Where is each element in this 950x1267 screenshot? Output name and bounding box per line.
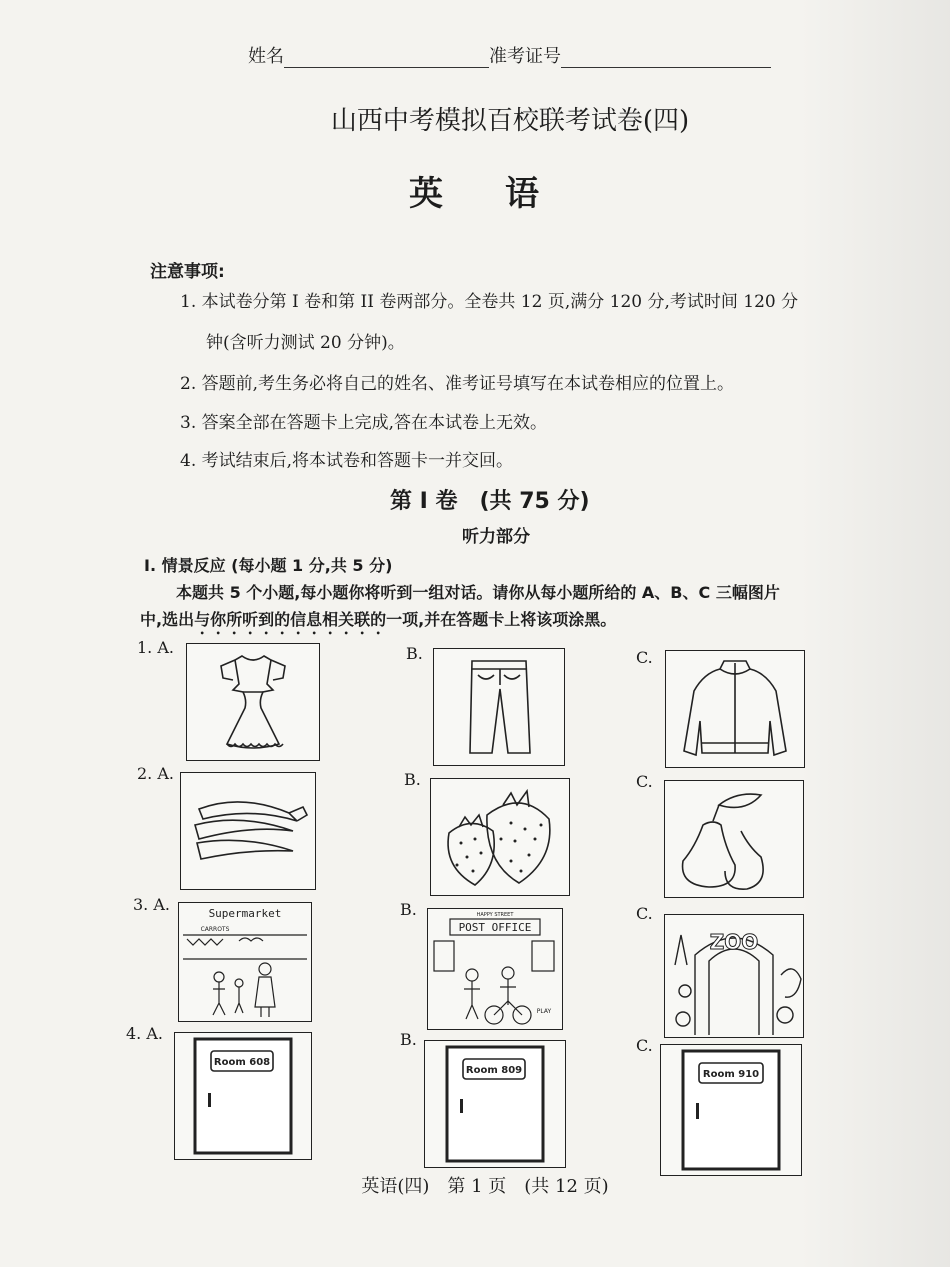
bananas-icon <box>181 773 315 889</box>
candidate-info-line <box>248 42 771 68</box>
option-4c-picture[interactable] <box>660 1044 802 1176</box>
notice-item-2: 2. 答题前,考生务必将自己的姓名、准考证号填写在本试卷相应的位置上。 <box>180 374 735 394</box>
happy-street-sign: HAPPY STREET <box>476 912 514 918</box>
supermarket-sign: Supermarket <box>208 907 282 920</box>
section-heading: I. 情景反应 (每小题 1 分,共 5 分) <box>144 556 393 575</box>
notice-heading: 注意事项: <box>150 262 225 282</box>
dress-icon <box>187 644 319 760</box>
question-2-option-b: B. <box>404 770 421 789</box>
option-3a-picture[interactable] <box>178 902 312 1022</box>
pears-icon <box>665 781 803 897</box>
page-footer: 英语(四) 第 1 页 (共 12 页) <box>361 1176 609 1197</box>
option-2a-picture[interactable] <box>180 772 316 890</box>
name-label: 姓名 <box>248 46 284 67</box>
notice-item-4: 4. 考试结束后,将本试卷和答题卡一并交回。 <box>180 451 514 471</box>
door-icon <box>661 1045 801 1175</box>
play-sign: PLAY <box>536 1008 552 1015</box>
option-3c-picture[interactable] <box>664 914 804 1038</box>
instruction-line-1: 本题共 5 个小题,每小题你将听到一组对话。请你从每小题所给的 A、B、C 三幅图片 <box>176 583 780 602</box>
listening-subtitle: 听力部分 <box>462 527 530 547</box>
room-number-a: Room 608 <box>213 1057 271 1068</box>
question-1-label: 1. A. <box>137 638 174 657</box>
notice-item-3: 3. 答案全部在答题卡上完成,答在本试卷上无效。 <box>180 413 548 433</box>
question-1-option-b: B. <box>406 644 423 663</box>
question-3-label: 3. A. <box>133 895 170 914</box>
jacket-icon <box>666 651 804 767</box>
option-3b-picture[interactable] <box>427 908 563 1030</box>
option-1c-picture[interactable] <box>665 650 805 768</box>
subject-title: 英语 <box>409 174 601 214</box>
option-1a-picture[interactable] <box>186 643 320 761</box>
trousers-icon <box>434 649 564 765</box>
option-2c-picture[interactable] <box>664 780 804 898</box>
id-blank <box>561 49 771 68</box>
door-icon <box>425 1041 565 1167</box>
room-number-b: Room 809 <box>465 1065 523 1076</box>
option-4b-picture[interactable] <box>424 1040 566 1168</box>
post-office-sign: POST OFFICE <box>458 921 532 934</box>
notice-item-1: 1. 本试卷分第 I 卷和第 II 卷两部分。全卷共 12 页,满分 120 分,考试时间 120 分 <box>180 292 799 312</box>
option-2b-picture[interactable] <box>430 778 570 896</box>
question-4-label: 4. A. <box>126 1024 163 1043</box>
notice-item-1-cont: 钟(含听力测试 20 分钟)。 <box>206 333 405 353</box>
supermarket-scene <box>179 903 311 1021</box>
question-4-option-c: C. <box>636 1036 653 1055</box>
zoo-scene <box>665 915 803 1037</box>
part-one-title: 第 I 卷 (共 75 分) <box>390 489 590 514</box>
question-1-option-c: C. <box>636 648 653 667</box>
exam-title: 山西中考模拟百校联考试卷(四) <box>330 106 690 136</box>
option-1b-picture[interactable] <box>433 648 565 766</box>
question-3-option-b: B. <box>400 900 417 919</box>
room-number-c: Room 910 <box>702 1069 760 1080</box>
emphasis-text: 与你所听到的信息相关联的 <box>194 610 387 629</box>
question-2-option-c: C. <box>636 772 653 791</box>
carrots-sign: CARROTS <box>200 926 230 933</box>
question-3-option-c: C. <box>636 904 653 923</box>
strawberries-icon <box>431 779 569 895</box>
option-4a-picture[interactable] <box>174 1032 312 1160</box>
question-2-label: 2. A. <box>137 764 174 783</box>
name-blank <box>284 49 489 68</box>
id-label: 准考证号 <box>489 46 561 67</box>
question-4-option-b: B. <box>400 1030 417 1049</box>
door-icon <box>175 1033 311 1159</box>
instruction-line-2: 中,选出与你所听到的信息相关联的一项,并在答题卡上将该项涂黑。 <box>140 610 617 629</box>
zoo-sign: ZOO <box>709 930 759 954</box>
post-office-scene <box>428 909 562 1029</box>
